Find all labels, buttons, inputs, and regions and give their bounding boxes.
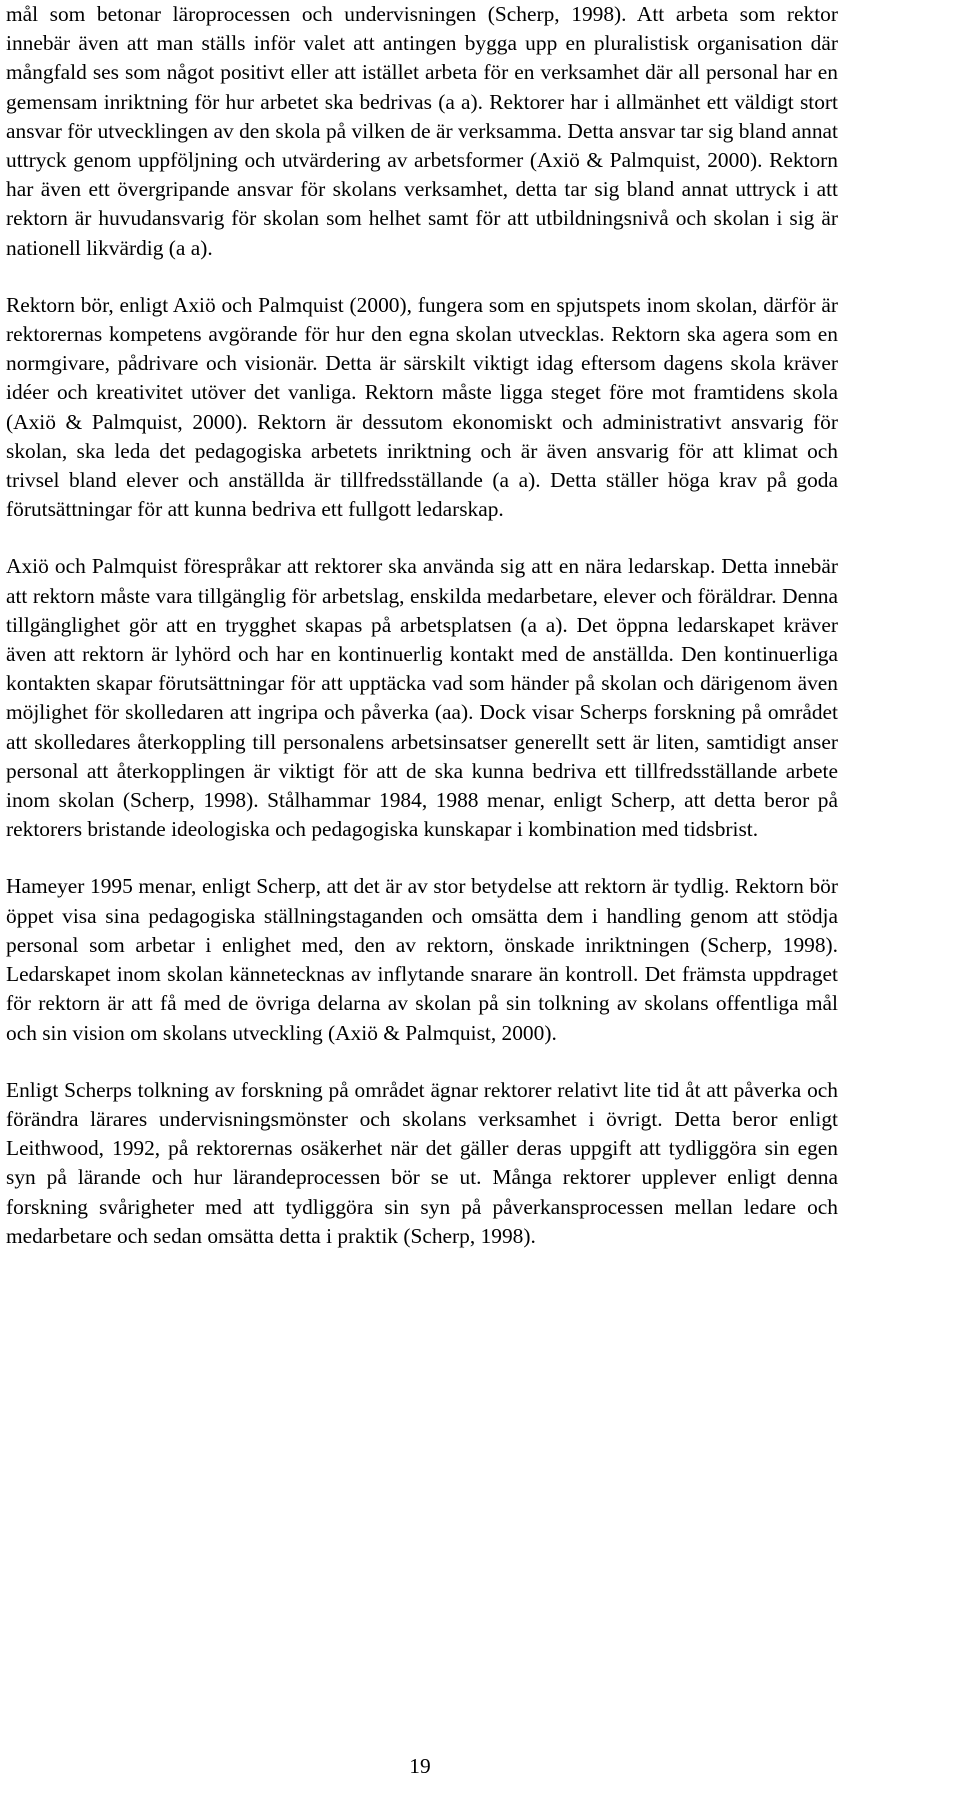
paragraph-5: Enligt Scherps tolkning av forskning på området ägnar rektorer relativt lite tid åt att påverka och förändra lärares undervisningsmönster och skolans verksamhet i övrigt. Detta beror enligt Leithwood, 1992, på rektorernas osäkerhet när det gäller deras uppgift att tydliggöra sin egen syn på lärande och hur lärandeprocessen bör se ut. Många rektorer upplever enligt denna forskning svårigheter med att tydliggöra sin syn på påverkansprocessen mellan ledare och medarbetare och sedan omsätta detta i praktik (Scherp, 1998). <box>6 1077 838 1248</box>
paragraph-1: mål som betonar läroprocessen och undervisningen (Scherp, 1998). Att arbeta som rektor innebär även att man ställs inför valet att antingen bygga upp en pluralistisk organisation där mångfald ses som något positivt eller att istället arbeta för en verksamhet där all personal har en gemensam inriktning för hur arbetet ska bedrivas (a a). Rektorer har i allmänhet ett väldigt stort ansvar för utvecklingen av den skola på vilken de är verksamma. Detta ansvar tar sig bland annat uttryck genom uppföljning och utvärdering av arbetsformer (Axiö & Palmquist, 2000). Rektorn har även ett övergripande ansvar för skolans verksamhet, detta tar sig bland annat uttryck i att rektorn är huvudansvarig för skolan som helhet samt för att utbildningsnivå och skolan i sig är nationell likvärdig (a a). <box>6 2 838 260</box>
paragraph-4: Hameyer 1995 menar, enligt Scherp, att det är av stor betydelse att rektorn är tydlig. Rektorn bör öppet visa sina pedagogiska ställningstaganden och omsätta dem i handling genom att stödja personal som arbetar i enlighet med, den av rektorn, önskade inriktningen (Scherp, 1998). Ledarskapet inom skolan kännetecknas av inflytande snarare än kontroll. Det främsta uppdraget för rektorn är att få med de övriga delarna av skolan på sin tolkning av skolans offentliga mål och sin vision om skolans utveckling (Axiö & Palmquist, 2000). <box>6 874 838 1045</box>
paragraph-2: Rektorn bör, enligt Axiö och Palmquist (2000), fungera som en spjutspets inom skolan, därför är rektorernas kompetens avgörande för hur den egna skolan utvecklas. Rektorn ska agera som en normgivare, pådrivare och visionär. Detta är särskilt viktigt idag eftersom dagens skola kräver idéer och kreativitet utöver det vanliga. Rektorn måste ligga steget före mot framtidens skola (Axiö & Palmquist, 2000). Rektorn är dessutom ekonomiskt och administrativt ansvarig för skolan, ska leda det pedagogiska arbetets inriktning och är även ansvarig för att klimat och trivsel bland elever och anställda är tillfredsställande (a a). Detta ställer höga krav på goda förutsättningar för att kunna bedriva ett fullgott ledarskap. <box>6 292 838 522</box>
page-number: 19 <box>409 1754 431 1778</box>
paragraph-3: Axiö och Palmquist förespråkar att rektorer ska använda sig att en nära ledarskap. Detta innebär att rektorn måste vara tillgänglig för arbetslag, enskilda medarbetare, elever och föräldrar. Denna tillgänglighet gör att en trygghet skapas på arbetsplatsen (a a). Det öppna ledarskapet kräver även att rektorn är lyhörd och har en kontinuerlig kontakt med de anställda. Den kontinuerliga kontakten skapar förutsättningar för att upptäcka vad som händer på skolan och därigenom även möjlighet för skolledaren att ingripa och påverka (aa). Dock visar Scherps forskning på området att skolledares återkoppling till personalens arbetsinsatser generellt sett är liten, samtidigt anser personal att återkopplingen är viktigt för att de ska kunna bedriva ett tillfredsställande arbete inom skolan (Scherp, 1998). Stålhammar 1984, 1988 menar, enligt Scherp, att detta beror på rektorers bristande ideologiska och pedagogiska kunskapar i kombination med tidsbrist. <box>6 554 838 842</box>
document-page <box>6 0 838 1251</box>
